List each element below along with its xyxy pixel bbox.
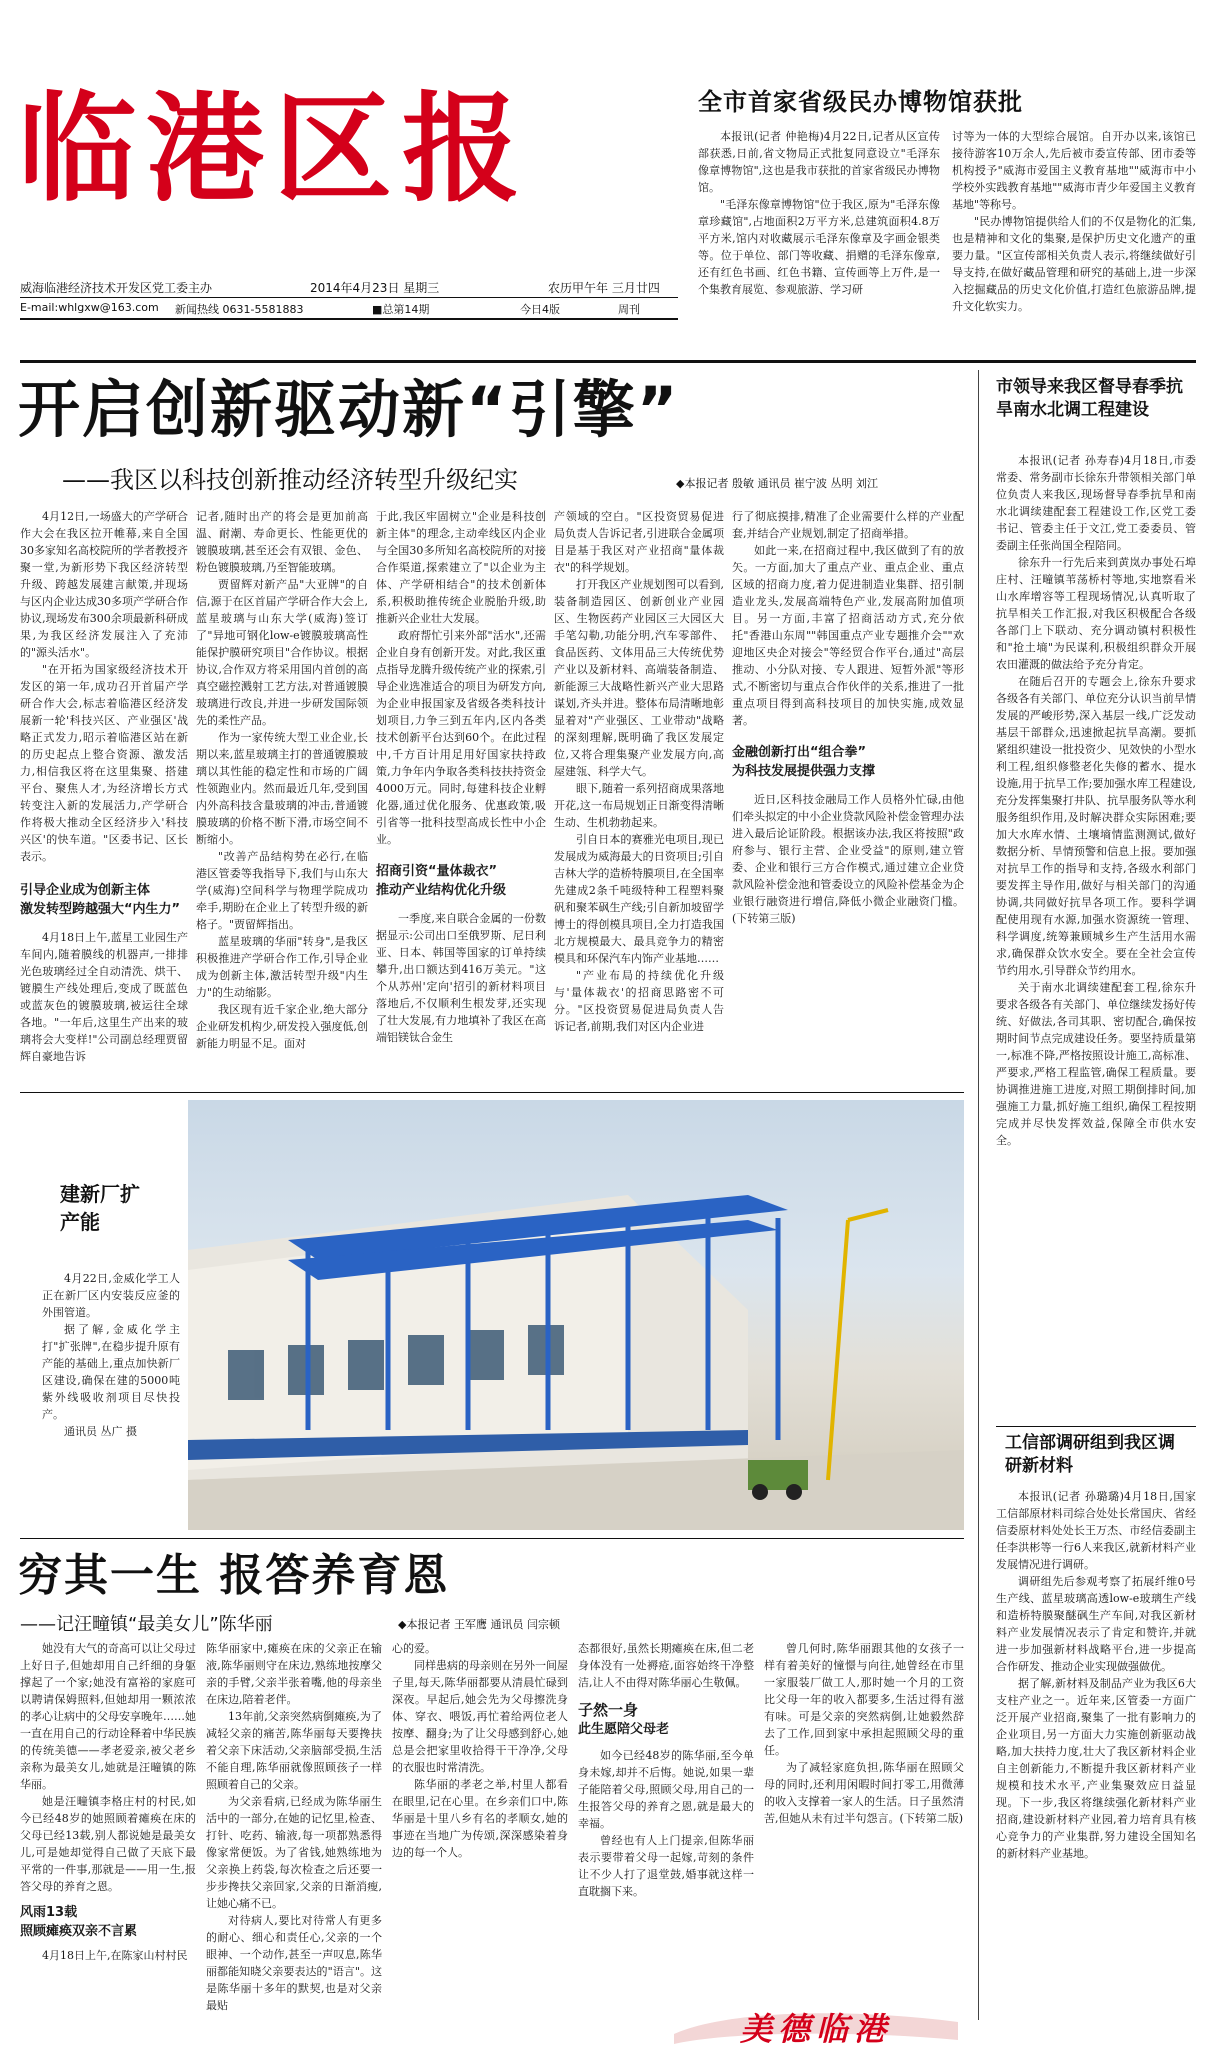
lead-p: 近日,区科技金融局工作人员格外忙碌,由他们牵头拟定的中小企业贷款风险补偿金管理办法进入最后论证阶段。根据该办法,我区将按照"政府参与、银行主营、企业受益"的原则,建立管委、企业和银行三方合作模式,通过建立企业贷款风险补偿金池和管委设立的风险补偿基金为企业银行融资进行增信,降低小微企业融资门槛。(下转第三版) bbox=[732, 793, 964, 925]
photo-caption-box bbox=[20, 1100, 180, 1530]
feature-col4-sub2: 此生愿陪父母老 bbox=[578, 1722, 670, 1737]
feature-col3 bbox=[392, 1640, 568, 2040]
lead-p: 记者,随时出产的将会是更加前高温、耐潮、寿命更长、性能更优的镀膜玻璃,甚至还会有双银、金色、粉色镀膜玻璃,乃至智能玻璃。 bbox=[196, 510, 368, 574]
masthead-pages: 今日4版 bbox=[520, 303, 560, 316]
right-story1-p: 本报讯(记者 孙寿春)4月18日,市委常委、常务副市长徐东升带领相关部门单位负责人来我区,现场督导春季抗旱和南水北调续建配套工程建设工作,区党工委书记、管委主任于文江,党工委委员、管委副主任张尚国全程陪同。 bbox=[996, 454, 1196, 552]
lead-p: 4月12日,一场盛大的产学研合作大会在我区拉开帷幕,来自全国30多家知名高校院所的学者教授齐聚一堂,为新形势下我区经济转型升级、跨越发展建言献策,并现场与区内企业达成30多项产学研合作协议,现场发布300余项最新科研成果,为我区经济发展注入了充沛的"源头活水"。 bbox=[20, 510, 188, 659]
lead-p: 我区现有近千家企业,绝大部分企业研发机构少,研发投入强度低,创新能力明显不足。面对 bbox=[196, 1003, 368, 1050]
photo-caption bbox=[42, 1270, 180, 1510]
masthead-issue-text: 总第14期 bbox=[382, 303, 430, 316]
right-story2-p: 据了解,新材料及制品产业为我区6大支柱产业之一。近年来,区管委一方面广泛开展产业招商,聚集了一批有影响力的企业项目,另一方面大力实施创新驱动战略,加大扶持力度,壮大了我区新材料企业自主创新能力,不断提升我区新材料产业规模和技术水平,产业集聚效应日益显现。下一步,我区将继续强化新材料产业招商,建设新材料产业园,着力培育具有核心竞争力的产业集群,努力建设全国知名的新材料产业基地。 bbox=[996, 1677, 1196, 1860]
feature-p: 她没有大气的奇高可以让父母过上好日子,但她却用自己纤细的身躯撑起了一个家;她没有富裕的家庭可以聘请保姆照料,但她却用一颗浓浓的孝心让病中的父母安享晚年……她一直在用自己的行动诠释着中华民族的传统美德——孝老爱亲,被父老乡亲称为最美女儿,她就是汪疃镇的陈华丽。 bbox=[20, 1642, 196, 1791]
top-story-p: "毛泽东像章博物馆"位于我区,原为"毛泽东像章珍藏馆",占地面积2万平方米,总建筑面积4.8万平方米,馆内对收藏展示毛泽东像章及字画金银类等。位于单位、部门等收藏、捐赠的毛泽东像章,还有红色书画、红色书籍、宣传画等上万件,是一个集教育展览、参观旅游、学习研 bbox=[698, 198, 940, 296]
masthead-freq: 周刊 bbox=[618, 303, 640, 316]
feature-byline: ◆本报记者 王军鹰 通讯员 闫宗顿 bbox=[398, 1618, 560, 1631]
feature-p: 对待病人,要比对待常人有更多的耐心、细心和责任心,父亲的一个眼神、一个动作,甚至一声叹息,陈华丽都能知晓父亲要表达的"语言"。这是陈华丽十多年的默契,也是对父亲最贴 bbox=[206, 1914, 382, 2012]
lead-p: 蓝星玻璃的华丽"转身",是我区积极推进产学研合作工作,引导企业成为创新主体,激活转型升级"内生力"的生动缩影。 bbox=[196, 935, 368, 999]
lead-col3-sub1: 招商引资“量体裁衣” bbox=[376, 864, 498, 879]
lead-p: 于此,我区牢固树立"企业是科技创新主体"的理念,主动牵线区内企业与全国30多所知名高校院所的对接合作渠道,探索建立了"以企业为主体、产学研相结合"的技术创新体系,积极助推传统企业脱胎升级,助推新兴企业壮大发展。 bbox=[376, 510, 546, 625]
feature-headline: 穷其一生 报答养育恩 bbox=[18, 1550, 450, 1601]
right-story1-p: 徐东升一行先后来到黄岚办事处石埠庄村、汪疃镇苇荡桥村等地,实地察看米山水库增容等工程现场情况,认真听取了抗旱相关工作汇报,对我区积极配合各级各部门上下联动、充分调动镇村积极性和"抢土墒"为民谋利,积极组织群众开展农田灌溉的做法给予充分肯定。 bbox=[996, 556, 1196, 671]
lead-p: 打开我区产业规划图可以看到,装备制造园区、创新创业产业园区、生物医药产业园区三大园区大手笔勾勒,功能分明,汽车零部件、食品医药、文体用品三大传统优势产业以及新材料、高端装备制造、新能源三大战略性新兴产业大思路谋划,齐头并进。整体布局清晰地彰显着对"产业强区、工业带动"战略的深刻理解,既明确了我区发展定位,又将合理集聚产业发展方向,高屋建瓴、科学大气。 bbox=[554, 578, 724, 778]
lead-p: 如此一来,在招商过程中,我区做到了有的放矢。一方面,加大了重点产业、重点企业、重点区域的招商力度,着力促进制造业集群、招引制造业龙头,发展高端特色产业,发展高附加值项目。另一方面,丰富了招商活动方式,充分依托"香港山东周""韩国重点产业专题推介会""欢迎地区央企对接会"等经贸合作平台,通过"高层推动、小分队对接、专人跟进、短暂外派"等形式,不断密切与重点合作伙伴的关系,推进了一批重点项目得到高科技项目的加快实施,成效显著。 bbox=[732, 544, 964, 727]
lead-col5-sub1: 金融创新打出“组合拳” bbox=[732, 745, 867, 760]
lead-col5-sub2: 为科技发展提供强力支撑 bbox=[732, 764, 876, 779]
masthead-lunar: 农历甲午年 三月廿四 bbox=[548, 281, 660, 295]
lead-byline: ◆本报记者 殷敏 通讯员 崔宁波 丛明 刘江 bbox=[676, 477, 878, 490]
feature-col5 bbox=[764, 1640, 964, 1990]
lead-subhead: ——我区以科技创新推动经济转型升级纪实 bbox=[62, 466, 518, 494]
lead-col5 bbox=[732, 508, 964, 1078]
lead-p: 引自日本的赛雅光电项目,现已发展成为威海最大的日资项目;引自吉林大学的造桥特膜项目,在全国率先建成2条千吨级特种工程塑料聚矾和聚苯砜生产线;引自新加坡留学博士的得创模具项目,全力打造我国北方规模最大、最具竞争力的精密模具和环保汽车内饰产业基地…… bbox=[554, 833, 724, 965]
feature-p: 如今已经48岁的陈华丽,至今单身未嫁,却并不后悔。她说,如果一辈子能陪着父母,照顾父母,用自己的一生报答父母的养育之恩,就是最大的幸福。 bbox=[578, 1749, 754, 1830]
feature-col4-sub: 子然一身 bbox=[578, 1701, 639, 1719]
feature-p: 曾经也有人上门提亲,但陈华丽表示要带着父母一起嫁,苛刻的条件让不少人打了退堂鼓,婚事就这样一直耽搁下来。 bbox=[578, 1834, 754, 1898]
right-story2-headline: 工信部调研组到我区调研新材料 bbox=[1005, 1433, 1175, 1476]
lead-p: 4月18日上午,蓝星工业园生产车间内,随着膜线的机器声,一排排光色玻璃经过全自动清洗、烘干、镀膜生产线处理后,变成了既蓝色或蓝灰色的镀膜玻璃,被运往全球各地。"一年后,这里生产出来的玻璃将会大变样!"公司副总经理贾留辉自豪地告诉 bbox=[20, 931, 188, 1063]
masthead-date: 2014年4月23日 星期三 bbox=[310, 281, 440, 295]
lead-p: 作为一家传统大型工业企业,长期以来,蓝星玻璃主打的普通镀膜玻璃以其性能的稳定性和市场的广阔性领跑业内。然而最近几年,受到国内外高科技含量玻璃的冲击,普通镀膜玻璃的价格不断下滑,市场空间不断缩小。 bbox=[196, 731, 368, 846]
masthead-email: E-mail:whlgxw@163.com bbox=[20, 301, 159, 314]
feature-col4 bbox=[578, 1640, 754, 2040]
photo-title: 建新厂扩产能 bbox=[60, 1182, 140, 1234]
meide-lingang-text: 美德临港 bbox=[739, 2010, 892, 2048]
lead-p: 眼下,随着一系列招商成果落地开花,这一布局规划正日渐变得清晰生动、生机勃勃起来。 bbox=[554, 782, 724, 829]
lead-headline: 开启创新驱动新“引擎” bbox=[18, 373, 680, 446]
top-story-p: 讨等为一体的大型综合展馆。自开办以来,该馆已接待游客10万余人,先后被市委宣传部、团市委等机构授予"威海市爱国主义教育基地""威海市中小学校外实践教育基地""威海市青少年爱国主义教育基地"等称号。 bbox=[952, 130, 1196, 211]
right-story2-p: 本报讯(记者 孙璐璐)4月18日,国家工信部原材料司综合处处长常国庆、省经信委原材料处处长王万杰、市经信委副主任李洪彬等一行6人来我区,就新材料产业发展情况进行调研。 bbox=[996, 1490, 1196, 1571]
factory-photo-illustration bbox=[188, 1100, 964, 1530]
lead-col4 bbox=[554, 508, 724, 1078]
lead-p: "在开拓为国家级经济技术开发区的第一年,成功召开首届产学研合作大会,标志着临港区经济发展新一轮'科技兴区、产业强区'战略正式发力,昭示着临港区站在新的历史起点上整合资源、激发活力,相信我区将在这里集聚、搭建平台、聚焦人才,为经济增长方式转变注入新的发展活力,产学研合作将极大推动全区经济步入'科技兴区'的快车道。"区委书记、区长表示。 bbox=[20, 663, 188, 863]
feature-p: 陈华丽的孝老之举,村里人都看在眼里,记在心里。在乡亲们口中,陈华丽是十里八乡有名的孝顺女,她的事迹在当地广为传颂,深深感染着身边的每一个人。 bbox=[392, 1778, 568, 1859]
lead-p: "产业布局的持续优化升级与'量体裁衣'的招商思路密不可分。"区投资贸易促进局负责人告诉记者,前期,我们对区内企业进 bbox=[554, 969, 724, 1033]
feature-p: 为父亲看病,已经成为陈华丽生活中的一部分,在她的记忆里,检查、打针、吃药、输液,每一项都熟悉得像家常便饭。为了省钱,她熟练地为父亲换上药袋,每次检查之后还要一步步搀扶父亲回家,父亲的日渐消瘦,让她心痛不已。 bbox=[206, 1795, 382, 1910]
photo-credit: 通讯员 丛广 摄 bbox=[64, 1425, 137, 1438]
lead-p: 产领域的空白。"区投资贸易促进局负责人告诉记者,引进联合金属项目是基于我区对产业招商"量体裁衣"的科学规划。 bbox=[554, 510, 724, 574]
lead-p: 贾留辉对新产品"大亚牌"的自信,源于在区首届产学研合作大会上,蓝星玻璃与山东大学(威海)签订了"异地可钢化low-e镀膜玻璃高性能保护膜研究项目"合作协议。根据协议,合作双方将采用国内首创的高真空磁控溅射工艺方法,对普通镀膜玻璃进行改良,并进一步研发国际领先的柔性产品。 bbox=[196, 578, 368, 727]
feature-p: 态都很好,虽然长期瘫痪在床,但二老身体没有一处褥疮,面容始终干净整洁,让人不由得对陈华丽心生敬佩。 bbox=[578, 1642, 754, 1689]
lead-p: 行了彻底摸排,精准了企业需要什么样的产业配套,并结合产业规划,制定了招商举措。 bbox=[732, 510, 964, 540]
top-story-col1 bbox=[698, 128, 940, 318]
lead-col1-sub1: 引导企业成为创新主体 bbox=[20, 883, 151, 898]
feature-col1-sub2: 照顾瘫痪双亲不言累 bbox=[20, 1924, 138, 1939]
feature-p: 同样患病的母亲则在另外一间屋子里,每天,陈华丽都要从清晨忙碌到深夜。早起后,她会先为父母擦洗身体、穿衣、喂饭,再忙着给两位老人按摩、翻身;为了让父母感到舒心,她总是会把家里收拾得干干净净,父母的衣服也时常清洗。 bbox=[392, 1659, 568, 1774]
feature-p: 13年前,父亲突然病倒瘫痪,为了减轻父亲的痛苦,陈华丽每天要搀扶着父亲下床活动,父亲脑部受损,生活不能自理,陈华丽就像照顾孩子一样照顾着自己的父亲。 bbox=[206, 1710, 382, 1791]
factory-construction-photo bbox=[188, 1100, 964, 1530]
top-story-p: 本报讯(记者 仲艳梅)4月22日,记者从区宣传部获悉,日前,省文物局正式批复同意设立"毛泽东像章博物馆",这也是我市获批的首家省级民办博物馆。 bbox=[698, 130, 940, 194]
lead-col1 bbox=[20, 508, 188, 1078]
lead-p: "改善产品结构势在必行,在临港区管委等我指导下,我们与山东大学(威海)空间科学与物理学院成功牵手,期盼在企业上了转型升级的新格子。"贾留辉指出。 bbox=[196, 850, 368, 931]
lead-col3-sub2: 推动产业结构优化升级 bbox=[376, 883, 507, 898]
feature-col1 bbox=[20, 1640, 196, 2040]
feature-col1-sub: 风雨13载 bbox=[20, 1905, 78, 1920]
top-story-col2 bbox=[952, 128, 1196, 318]
masthead-issue: ■总第14期 bbox=[372, 303, 430, 316]
feature-p: 为了减轻家庭负担,陈华丽在照顾父母的同时,还利用闲暇时间打零工,用微薄的收入支撑着一家人的生活。日子虽然清苦,但她从未有过半句怨言。(下转第二版) bbox=[764, 1761, 964, 1825]
top-story-p: "民办博物馆提供给人们的不仅是物化的汇集,也是精神和文化的集聚,是保护历史文化遗产的重要力量。"区宣传部相关负责人表示,将继续做好引导支持,在做好藏品管理和研究的基础上,进一步深入挖掘藏品的历史文化价值,打造红色旅游品牌,提升文化软实力。 bbox=[952, 215, 1196, 313]
lead-p: 一季度,来自联合金属的一份数据显示:公司出口至俄罗斯、尼日利亚、日本、韩国等国家的订单持续攀升,出口额达到416万美元。"这个从苏州'定向'招引的新材料项目落地后,不仅顺利生根发芽,还实现了壮大发展,有力地填补了我区在高端铝镁钛合金生 bbox=[376, 912, 546, 1044]
feature-p: 曾几何时,陈华丽跟其他的女孩子一样有着美好的憧憬与向往,她曾经在市里一家服装厂做工人,那时她一个月的工资比父母一年的收入都要多,生活过得有滋有味。可是父亲的突然病倒,让她毅然辞去了工作,回到家中承担起照顾父母的重任。 bbox=[764, 1642, 964, 1757]
right-story1-p: 关于南水北调续建配套工程,徐东升要求各级各有关部门、单位继续发扬好传统、好做法,各司其职、密切配合,确保按期时间节点完成建设任务。要坚持质量第一,标准不降,严格按照设计施工,高标准、严要求,严格工程监管,确保工程质量。要协调推进施工进度,对照工期倒排时间,加强施工力量,抓好施工组织,确保工程按期完成并尽快发挥效益,保障全市供水安全。 bbox=[996, 981, 1196, 1147]
feature-p: 心的爱。 bbox=[392, 1642, 436, 1655]
meide-lingang-logo bbox=[668, 2000, 964, 2046]
lead-p: 政府帮忙引来外部"活水",还需企业自身有创新开发。对此,我区重点指导龙腾升级传统产业的探索,引导企业选准适合的项目为研发方向,为企业申报国家及省级各类科技计划项目,力争三到五年内,区内各类技术创新平台达到60个。在此过程中,千方百计用足用好国家扶持政策,力争年内争取各类科技扶持资金4000万元。同时,每建科技企业孵化器,通过优化服务、优惠政策,吸引省等一批科技型高成长性中小企业。 bbox=[376, 629, 546, 846]
lead-col3 bbox=[376, 508, 546, 1078]
top-story-headline: 全市首家省级民办博物馆获批 bbox=[698, 88, 1023, 116]
feature-col2 bbox=[206, 1640, 382, 2040]
feature-subhead: ——记汪疃镇“最美女儿”陈华丽 bbox=[20, 1614, 273, 1635]
masthead-title: 临港区报 bbox=[18, 79, 531, 218]
right-story1-headline: 市领导来我区督导春季抗旱南水北调工程建设 bbox=[996, 377, 1183, 420]
masthead-publisher: 威海临港经济技术开发区党工委主办 bbox=[20, 281, 213, 295]
masthead-hotline: 新闻热线 0631-5581883 bbox=[175, 303, 304, 316]
lead-col2 bbox=[196, 508, 368, 1078]
photo-caption-p: 4月22日,金威化学工人正在新厂区内安装反应釜的外围管道。 bbox=[42, 1272, 180, 1319]
feature-p: 4月18日上午,在陈家山村村民 bbox=[42, 1949, 188, 1962]
feature-p: 她是汪疃镇李格庄村的村民,如今已经48岁的她照顾着瘫痪在床的父母已经13载,别人都说她是最美女儿,可是她却觉得自己做了天底下最平常的一件事,那就是——用一生,报答父母的养育之恩。 bbox=[20, 1795, 196, 1893]
right-story1-p: 在随后召开的专题会上,徐东升要求各级各有关部门、单位充分认识当前旱情发展的严峻形势,深入基层一线,广泛发动基层干部群众,迅速掀起抗旱高潮。要抓紧组织建设一批投资少、见效快的小型水利工程,组织修整老化失修的蓄水、提水设施,用于抗旱工作;要加强水库工程建设,充分发挥集聚打井队、抗旱服务队等水利服务组织作用,及时解决群众实际困难;要加大水库水情、土壤墒情监测测试,做好数据分析、旱情预警和信息上报。要加强对抗旱工作的指导和支持,各级水利部门要发挥主导作用,做好与相关部门的沟通协调,共同做好抗旱各项工作。要科学调配使用现有水源,加强水资源统一管理、科学调度,统筹兼顾城乡生产生活用水需求,确保群众饮水安全。要在全社会宣传节约用水,引导群众节约用水。 bbox=[996, 675, 1196, 977]
feature-p: 陈华丽家中,瘫痪在床的父亲正在输液,陈华丽则守在床边,熟练地按摩父亲的手臂,父亲半张着嘴,他的母亲坐在床边,陪着老伴。 bbox=[206, 1642, 382, 1706]
right-story2-body bbox=[996, 1488, 1196, 2048]
lead-col1-sub2: 激发转型跨越强大“内生力” bbox=[20, 902, 181, 917]
photo-caption-p: 据了解,金威化学主打"扩张牌",在稳步提升原有产能的基础上,重点加快新厂区建设,确保在建的5000吨紫外线吸收剂项目尽快投产。 bbox=[42, 1323, 180, 1421]
right-story2-p: 调研组先后参观考察了拓展纤维0号生产线、蓝星玻璃高透low-e玻璃生产线和造桥特膜聚醚砜生产车间,对我区新材料产业发展情况表示了肯定和赞许,并就进一步加强新材料战略平台,进一步提高合作研发、推动企业实现做强做优。 bbox=[996, 1575, 1196, 1673]
